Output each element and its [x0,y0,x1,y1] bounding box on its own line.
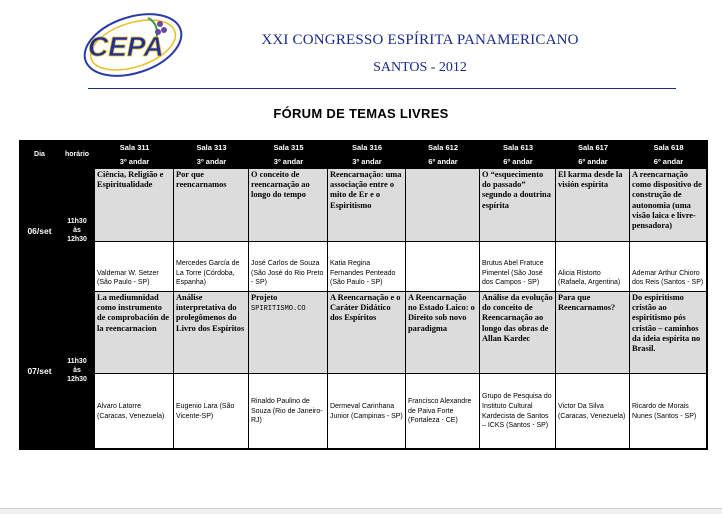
topic-cell: El karma desde la visión espírita [556,169,630,242]
topic-cell: O “esquecimento do passado” segundo a doutrina espírita [480,169,556,242]
topic-cell: A reencarnação como dispositivo de construção de autonomia (uma visão laica e livre-pensadora) [630,169,707,242]
col-header-room: Sala 315 3º andar [249,141,328,169]
col-header-room: Sala 618 6º andar [630,141,707,169]
speaker-cell-empty [406,242,480,292]
col-header-room: Sala 316 3º andar [328,141,406,169]
speaker-cell: Katia Regina Fernandes Penteado (São Paulo - SP) [328,242,406,292]
speaker-cell: Brutus Abel Fratuce Pimentel (São José dos Campos - SP) [480,242,556,292]
speaker-cell: José Carlos de Souza (São José do Rio Preto - SP) [249,242,328,292]
topic-cell: Do espiritismo cristão ao espiritismo pós cristão – caminhos da ideia espírita no Brasil. [630,292,707,374]
col-header-room: Sala 313 3º andar [174,141,249,169]
topic-cell-empty [406,169,480,242]
topic-cell: O conceito de reencarnação ao longo do tempo [249,169,328,242]
speaker-cell: Alicia Ristorto (Rafaela, Argentina) [556,242,630,292]
col-header-room: Sala 612 6º andar [406,141,480,169]
col-header-room: Sala 617 6º andar [556,141,630,169]
event-title: XXI CONGRESSO ESPÍRITA PANAMERICANO [261,32,579,48]
svg-text:CEPA: CEPA [88,31,164,62]
speaker-cell: Ademar Arthur Chioro dos Reis (Santos - SP) [630,242,707,292]
event-subtitle: SANTOS - 2012 [373,60,467,75]
speaker-cell: Rinaldo Paulino de Souza (Rio de Janeiro-RJ) [249,374,328,449]
speaker-cell: Mercedes García de La Torre (Córdoba, Espanha) [174,242,249,292]
topic-cell: Reencarnação: uma associação entre o mito de Er e o Espiritismo [328,169,406,242]
topic-site: SPIRITISMO.CO [251,305,306,314]
speaker-cell: Dermeval Carinhana Junior (Campinas - SP) [328,374,406,449]
col-header-room: Sala 613 6º andar [480,141,556,169]
col-header-time: horário [59,141,95,169]
col-header-room: Sala 311 3º andar [95,141,174,169]
schedule-table [19,140,708,450]
day-label: 07/set [20,292,59,449]
topic-cell: Análise interpretativa do prolegômenos do Livro dos Espíritos [174,292,249,374]
speaker-cell: Victor Da Silva (Caracas, Venezuela) [556,374,630,449]
topic-cell: Por que reencarnamos [174,169,249,242]
topic-cell: Ciência, Religião e Espiritualidade [95,169,174,242]
header-divider [88,88,676,89]
topic-cell: Projeto SPIRITISMO.CO [249,292,328,374]
speaker-cell: Eugenio Lara (São Vicente-SP) [174,374,249,449]
speaker-cell: Valdemar W. Setzer (São Paulo - SP) [95,242,174,292]
topic-cell: Análise da evolução do conceito de Reencarnação ao longo das obras de Allan Kardec [480,292,556,374]
speaker-cell: Alvaro Latorre (Caracas, Venezuela) [95,374,174,449]
horizontal-scrollbar[interactable] [0,508,722,514]
topic-cell: La mediumnidad como instrumento de comprobación de la reencarnacion [95,292,174,374]
col-header-day: Dia [20,141,59,169]
time-slot: 11h30 às 12h30 [59,169,95,292]
speaker-cell: Francisco Alexandre de Paiva Forte (Fortaleza - CE) [406,374,480,449]
time-slot: 11h30 às 12h30 [59,292,95,449]
forum-title: FÓRUM DE TEMAS LIVRES [273,106,449,121]
cepa-logo [78,10,188,80]
speaker-cell: Ricardo de Morais Nunes (Santos - SP) [630,374,707,449]
topic-cell: A Reencarnação no Estado Laico: o Direito sob novo paradigma [406,292,480,374]
topic-cell: A Reencarnação e o Caráter Didático dos Espíritos [328,292,406,374]
speaker-cell: Grupo de Pesquisa do Instituto Cultural Kardecista de Santos – ICKS (Santos - SP) [480,374,556,449]
day-label: 06/set [20,169,59,292]
topic-cell: Para que Reencarnamos? [556,292,630,374]
